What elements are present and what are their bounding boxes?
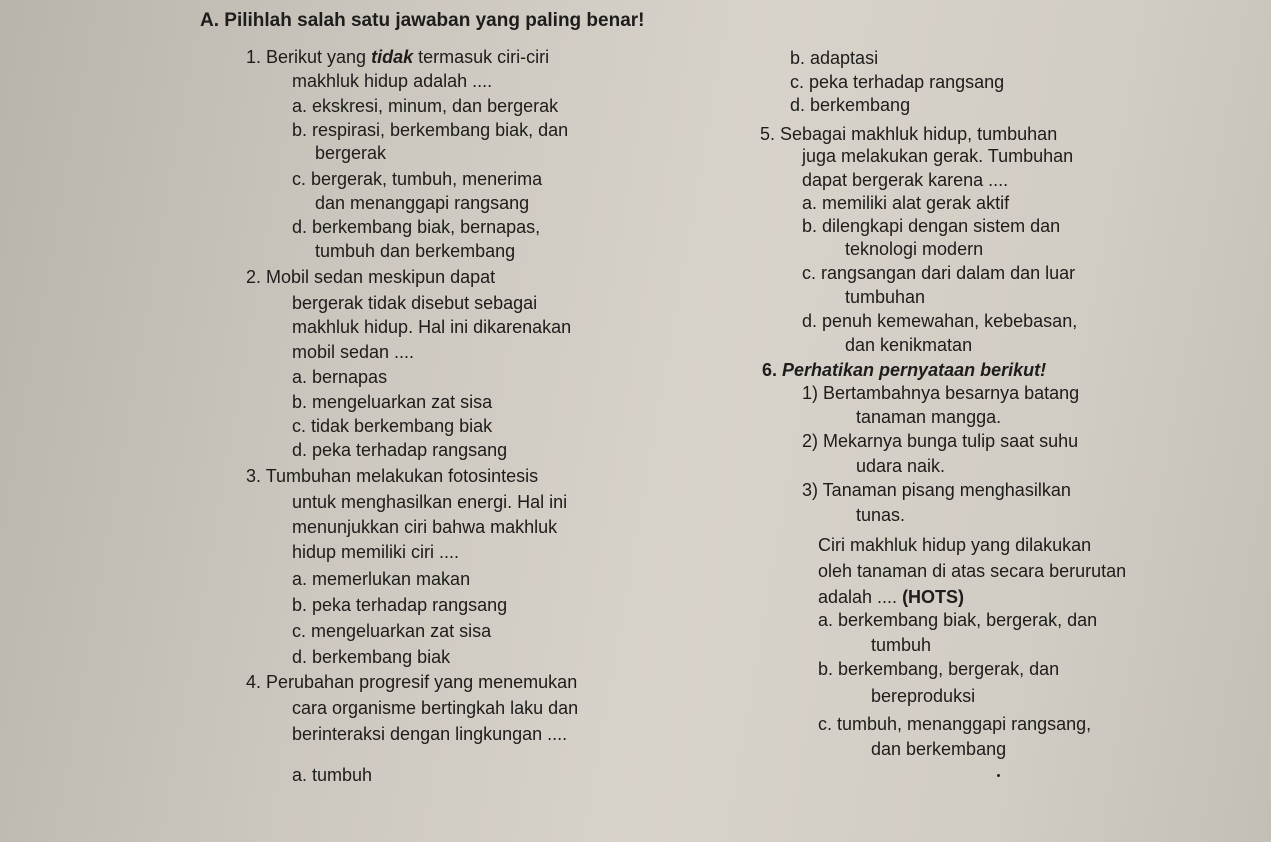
text-line: b. peka terhadap rangsang	[292, 595, 508, 615]
text-line: tumbuh	[871, 635, 932, 655]
text-line: tunas.	[856, 505, 906, 525]
text-line: makhluk hidup. Hal ini dikarenakan	[292, 317, 572, 337]
text-line: b. adaptasi	[790, 48, 879, 68]
text-line: a. berkembang biak, bergerak, dan	[818, 610, 1098, 630]
text-line: untuk menghasilkan energi. Hal ini	[292, 492, 568, 512]
text-line: c. peka terhadap rangsang	[790, 72, 1005, 92]
text-line: juga melakukan gerak. Tumbuhan	[802, 146, 1074, 166]
text-line: makhluk hidup adalah ....	[292, 71, 493, 91]
text-line: a. memerlukan makan	[292, 569, 471, 589]
text-line: 3. Tumbuhan melakukan fotosintesis	[246, 466, 539, 486]
text-line: 4. Perubahan progresif yang menemukan	[246, 672, 578, 692]
text-line: menunjukkan ciri bahwa makhluk	[292, 517, 558, 537]
text-line: bereproduksi	[871, 686, 976, 706]
text-line: bergerak tidak disebut sebagai	[292, 293, 538, 313]
text-line: 2. Mobil sedan meskipun dapat	[246, 267, 496, 287]
text-line: cara organisme bertingkah laku dan	[292, 698, 579, 718]
text-line: oleh tanaman di atas secara berurutan	[818, 561, 1127, 581]
text-line: 6. Perhatikan pernyataan berikut!	[762, 360, 1047, 380]
text-line: Ciri makhluk hidup yang dilakukan	[818, 535, 1092, 555]
text-line: a. ekskresi, minum, dan bergerak	[292, 96, 559, 116]
text-line: dapat bergerak karena ....	[802, 170, 1009, 190]
text-line: bergerak	[315, 143, 387, 163]
text-line: a. memiliki alat gerak aktif	[802, 193, 1010, 213]
text-line: b. berkembang, bergerak, dan	[818, 659, 1060, 679]
text-line: berinteraksi dengan lingkungan ....	[292, 724, 568, 744]
text-line: b. mengeluarkan zat sisa	[292, 392, 493, 412]
section-header: A. Pilihlah salah satu jawaban yang paling benar!	[200, 10, 645, 31]
text-line: b. dilengkapi dengan sistem dan	[802, 216, 1061, 236]
text-line: 1) Bertambahnya besarnya batang	[802, 383, 1080, 403]
text-line: 5. Sebagai makhluk hidup, tumbuhan	[760, 124, 1058, 144]
text-line: tumbuhan	[845, 287, 926, 307]
text-line: hidup memiliki ciri ....	[292, 542, 460, 562]
text-line: mobil sedan ....	[292, 342, 415, 362]
text-line: d. berkembang biak, bernapas,	[292, 217, 541, 237]
text-line: a. bernapas	[292, 367, 388, 387]
text-line: dan berkembang	[871, 739, 1007, 759]
text-line: 2) Mekarnya bunga tulip saat suhu	[802, 431, 1079, 451]
text-line: udara naik.	[856, 456, 946, 476]
text-line: d. berkembang	[790, 95, 911, 115]
ink-dot	[997, 774, 1000, 777]
text-line: d. berkembang biak	[292, 647, 451, 667]
text-line: c. tumbuh, menanggapi rangsang,	[818, 714, 1092, 734]
text-line: c. rangsangan dari dalam dan luar	[802, 263, 1076, 283]
text-line: dan kenikmatan	[845, 335, 973, 355]
text-line: c. mengeluarkan zat sisa	[292, 621, 492, 641]
text-line: b. respirasi, berkembang biak, dan	[292, 120, 569, 140]
text-line: d. penuh kemewahan, kebebasan,	[802, 311, 1078, 331]
text-line: c. tidak berkembang biak	[292, 416, 493, 436]
text-line: adalah .... (HOTS)	[818, 587, 965, 607]
text-line: 3) Tanaman pisang menghasilkan	[802, 480, 1071, 500]
text-line: dan menanggapi rangsang	[315, 193, 530, 213]
text-line: d. peka terhadap rangsang	[292, 440, 508, 460]
text-line: teknologi modern	[845, 239, 984, 259]
text-line: 1. Berikut yang tidak termasuk ciri-ciri	[246, 47, 550, 67]
text-line: a. tumbuh	[292, 765, 373, 785]
text-line: tanaman mangga.	[856, 407, 1002, 427]
text-line: tumbuh dan berkembang	[315, 241, 516, 261]
text-line: c. bergerak, tumbuh, menerima	[292, 169, 543, 189]
